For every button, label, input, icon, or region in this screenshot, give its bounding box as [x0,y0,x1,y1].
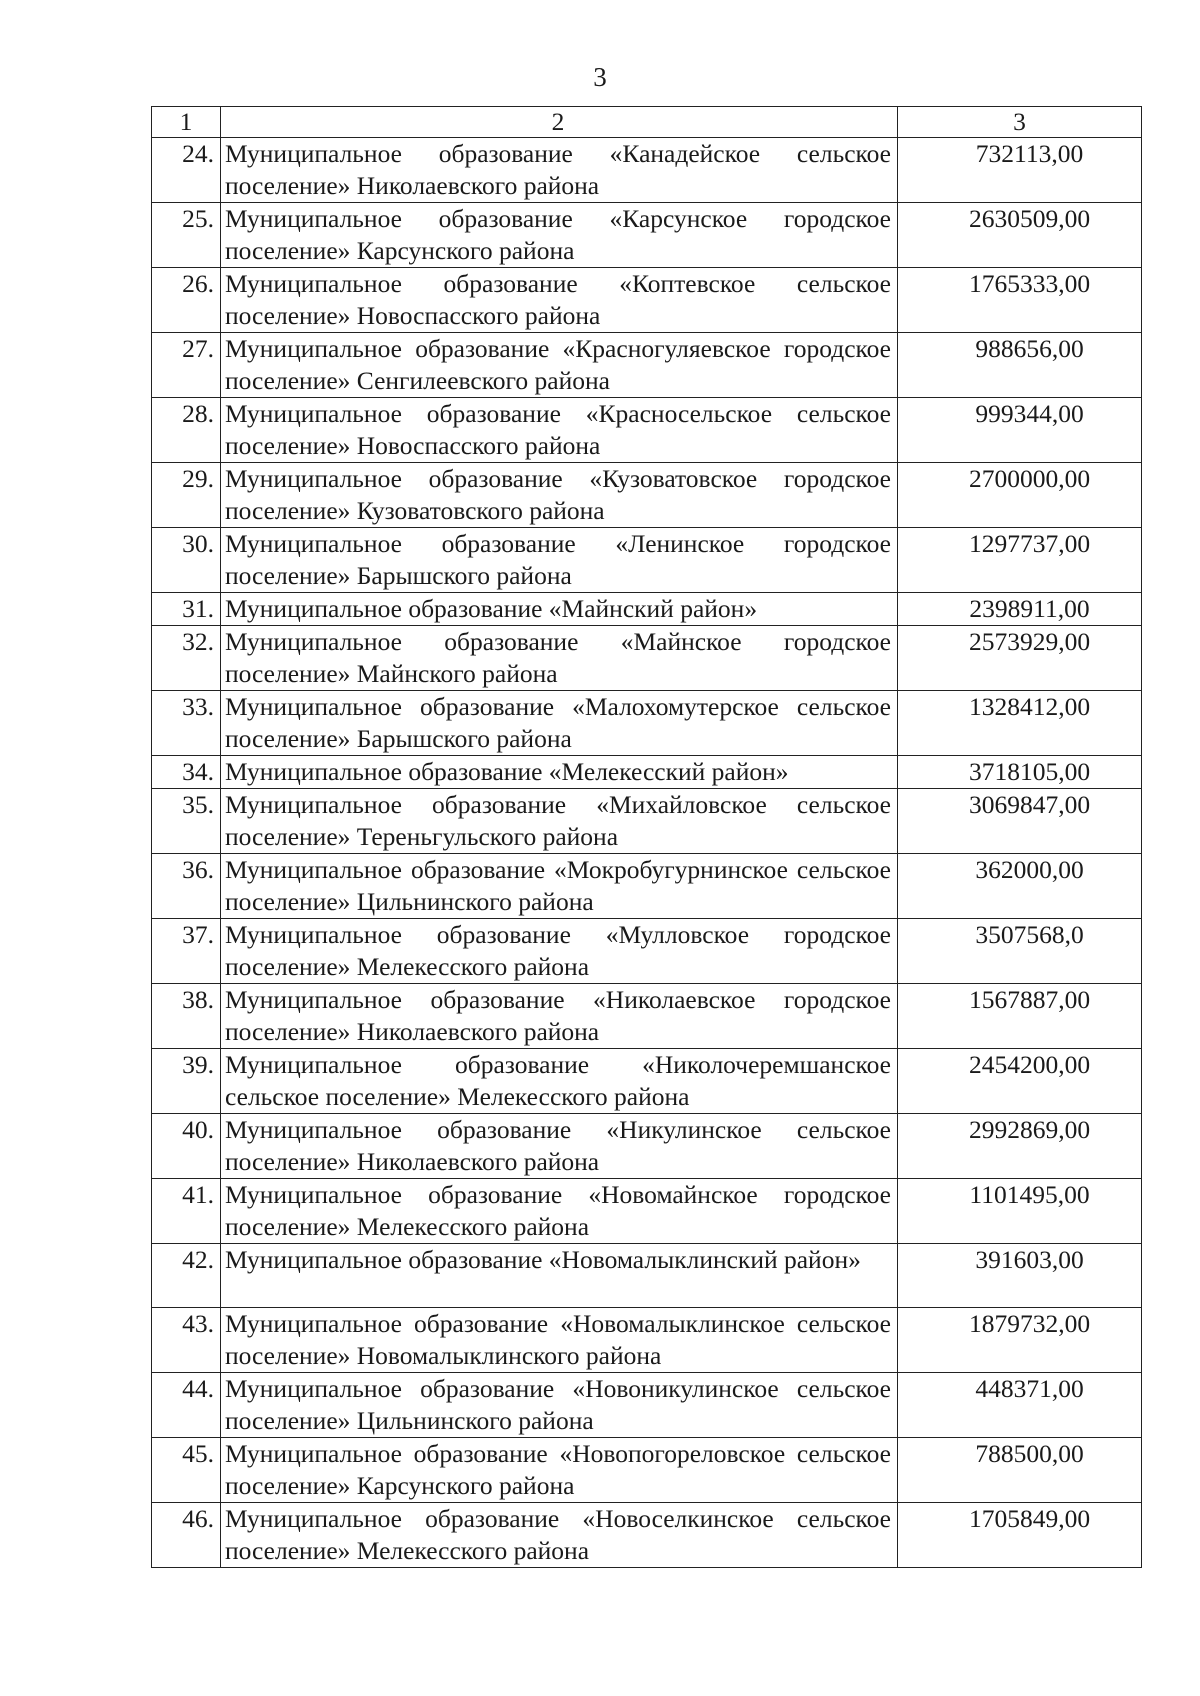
amount-value: 1705849,00 [898,1503,1142,1568]
row-number: 25. [152,203,221,268]
page-number: 3 [593,62,607,92]
row-number: 32. [152,626,221,691]
column-header-2: 2 [221,107,898,138]
table-row [152,593,1142,626]
row-number: 30. [152,528,221,593]
table-row [152,1503,1142,1568]
amount-value: 1297737,00 [898,528,1142,593]
table-row [152,1373,1142,1438]
table-header-row [152,107,1142,138]
municipality-name: Муниципальное образование «Красногуляевское городское поселение» Сенгилеевского района [221,333,898,398]
table-row [152,203,1142,268]
municipality-name: Муниципальное образование «Коптевское сельское поселение» Новоспасского района [221,268,898,333]
row-number: 29. [152,463,221,528]
municipality-name: Муниципальное образование «Новомалыклинский район» [221,1244,898,1308]
table-row [152,1179,1142,1244]
municipality-name: Муниципальное образование «Новоникулинское сельское поселение» Цильнинского района [221,1373,898,1438]
table-row [152,854,1142,919]
municipality-name: Муниципальное образование «Никулинское сельское поселение» Николаевского района [221,1114,898,1179]
table-row [152,626,1142,691]
municipality-name: Муниципальное образование «Ленинское городское поселение» Барышского района [221,528,898,593]
amount-value: 999344,00 [898,398,1142,463]
amount-value: 3069847,00 [898,789,1142,854]
table-row [152,756,1142,789]
table-row [152,789,1142,854]
table-row [152,919,1142,984]
amount-value: 1101495,00 [898,1179,1142,1244]
row-number: 31. [152,593,221,626]
amount-value: 2700000,00 [898,463,1142,528]
municipality-name: Муниципальное образование «Майнское городское поселение» Майнского района [221,626,898,691]
column-header-3: 3 [898,107,1142,138]
amount-value: 1765333,00 [898,268,1142,333]
municipality-name: Муниципальное образование «Красносельское сельское поселение» Новоспасского района [221,398,898,463]
amount-value: 448371,00 [898,1373,1142,1438]
amount-value: 2992869,00 [898,1114,1142,1179]
row-number: 35. [152,789,221,854]
row-number: 37. [152,919,221,984]
table-row [152,984,1142,1049]
row-number: 40. [152,1114,221,1179]
table-row [152,528,1142,593]
table-row [152,691,1142,756]
row-number: 38. [152,984,221,1049]
table-row [152,1438,1142,1503]
row-number: 33. [152,691,221,756]
column-header-1: 1 [152,107,221,138]
row-number: 34. [152,756,221,789]
table-row [152,1114,1142,1179]
municipality-name: Муниципальное образование «Кузоватовское городское поселение» Кузоватовского района [221,463,898,528]
table-row [152,1308,1142,1373]
municipality-name: Муниципальное образование «Николочеремшанское сельское поселение» Мелекесского района [221,1049,898,1114]
amount-value: 2398911,00 [898,593,1142,626]
municipality-name: Муниципальное образование «Михайловское сельское поселение» Тереньгульского района [221,789,898,854]
amount-value: 1567887,00 [898,984,1142,1049]
row-number: 42. [152,1244,221,1308]
row-number: 41. [152,1179,221,1244]
amount-value: 391603,00 [898,1244,1142,1308]
row-number: 28. [152,398,221,463]
amount-value: 362000,00 [898,854,1142,919]
municipality-name: Муниципальное образование «Майнский район» [221,593,898,626]
municipality-name: Муниципальное образование «Канадейское сельское поселение» Николаевского района [221,138,898,203]
amount-value: 2573929,00 [898,626,1142,691]
amount-value: 788500,00 [898,1438,1142,1503]
amount-value: 1879732,00 [898,1308,1142,1373]
table-row [152,333,1142,398]
row-number: 24. [152,138,221,203]
row-number: 43. [152,1308,221,1373]
amount-value: 3507568,0 [898,919,1142,984]
row-number: 36. [152,854,221,919]
municipality-name: Муниципальное образование «Мокробугурнинское сельское поселение» Цильнинского района [221,854,898,919]
allocation-table [151,106,1142,1568]
amount-value: 3718105,00 [898,756,1142,789]
municipality-name: Муниципальное образование «Новопогореловское сельское поселение» Карсунского района [221,1438,898,1503]
table-body [152,107,1142,1568]
row-number: 39. [152,1049,221,1114]
table-row [152,268,1142,333]
table-row [152,138,1142,203]
municipality-name: Муниципальное образование «Мулловское городское поселение» Мелекесского района [221,919,898,984]
row-number: 44. [152,1373,221,1438]
municipality-name: Муниципальное образование «Мелекесский район» [221,756,898,789]
table-row [152,463,1142,528]
row-number: 27. [152,333,221,398]
municipality-name: Муниципальное образование «Малохомутерское сельское поселение» Барышского района [221,691,898,756]
table-row [152,398,1142,463]
table-row [152,1244,1142,1308]
amount-value: 732113,00 [898,138,1142,203]
municipality-name: Муниципальное образование «Новоселкинское сельское поселение» Мелекесского района [221,1503,898,1568]
municipality-name: Муниципальное образование «Новомайнское городское поселение» Мелекесского района [221,1179,898,1244]
amount-value: 2454200,00 [898,1049,1142,1114]
amount-value: 2630509,00 [898,203,1142,268]
row-number: 26. [152,268,221,333]
municipality-name: Муниципальное образование «Николаевское городское поселение» Николаевского района [221,984,898,1049]
amount-value: 1328412,00 [898,691,1142,756]
municipality-name: Муниципальное образование «Карсунское городское поселение» Карсунского района [221,203,898,268]
row-number: 45. [152,1438,221,1503]
municipality-name: Муниципальное образование «Новомалыклинское сельское поселение» Новомалыклинского района [221,1308,898,1373]
amount-value: 988656,00 [898,333,1142,398]
table-row [152,1049,1142,1114]
row-number: 46. [152,1503,221,1568]
